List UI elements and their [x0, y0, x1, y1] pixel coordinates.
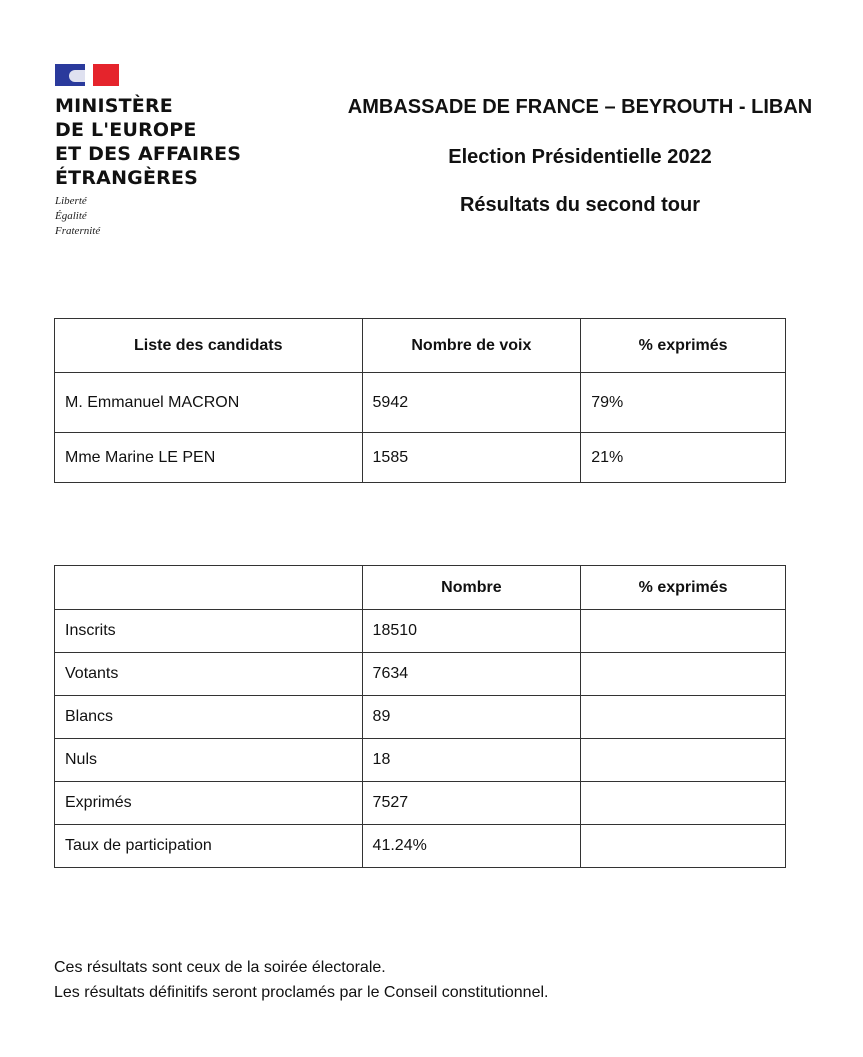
- stat-percent: [581, 782, 786, 825]
- footer-note: [54, 955, 548, 1005]
- stat-value: 18510: [362, 610, 581, 653]
- election-title: Election Présidentielle 2022: [448, 146, 712, 168]
- stat-label: Votants: [55, 653, 363, 696]
- column-header: % exprimés: [581, 319, 786, 373]
- stat-label: Blancs: [55, 696, 363, 739]
- ministry-line: MINISTÈRE: [55, 95, 173, 117]
- stat-value: 89: [362, 696, 581, 739]
- table-row: [55, 739, 786, 782]
- round-title: Résultats du second tour: [459, 194, 701, 216]
- ministry-name: [55, 94, 241, 190]
- stat-value: 7634: [362, 653, 581, 696]
- stat-label: Exprimés: [55, 782, 363, 825]
- ministry-line: DE L'EUROPE: [55, 119, 197, 141]
- table-row: [55, 433, 786, 483]
- footer-line: Ces résultats sont ceux de la soirée électorale.: [54, 959, 386, 976]
- ministry-logo: [55, 64, 241, 239]
- stat-percent: [581, 610, 786, 653]
- table-row: [55, 610, 786, 653]
- ministry-line: ÉTRANGÈRES: [55, 167, 199, 189]
- column-header: Nombre: [362, 566, 581, 610]
- marianne-flag-icon: [55, 64, 119, 86]
- footer-line: Les résultats définitifs seront proclamés par le Conseil constitutionnel.: [54, 984, 549, 1001]
- table-row: [55, 782, 786, 825]
- table-header-row: [55, 566, 786, 610]
- stat-percent: [581, 696, 786, 739]
- stat-value: 18: [362, 739, 581, 782]
- motto-line: Liberté: [55, 195, 87, 207]
- stat-value: 41.24%: [362, 825, 581, 868]
- stat-value: 7527: [362, 782, 581, 825]
- table-header-row: [55, 319, 786, 373]
- column-header: Nombre de voix: [362, 319, 581, 373]
- stat-percent: [581, 825, 786, 868]
- table-row: [55, 373, 786, 433]
- stat-label: Nuls: [55, 739, 363, 782]
- candidates-table: [54, 318, 786, 483]
- table-row: [55, 653, 786, 696]
- embassy-title: AMBASSADE DE FRANCE – BEYROUTH - LIBAN: [347, 96, 813, 118]
- motto-line: Égalité: [55, 210, 87, 222]
- stat-percent: [581, 653, 786, 696]
- candidate-percent: 79%: [581, 373, 786, 433]
- candidate-percent: 21%: [581, 433, 786, 483]
- candidate-votes: 5942: [362, 373, 581, 433]
- table-row: [55, 696, 786, 739]
- stat-percent: [581, 739, 786, 782]
- candidate-votes: 1585: [362, 433, 581, 483]
- column-header: % exprimés: [581, 566, 786, 610]
- candidate-name: M. Emmanuel MACRON: [55, 373, 363, 433]
- stat-label: Inscrits: [55, 610, 363, 653]
- republic-motto: [55, 194, 241, 239]
- ministry-line: ET DES AFFAIRES: [55, 143, 242, 165]
- statistics-table: [54, 565, 786, 868]
- column-header: [55, 566, 363, 610]
- motto-line: Fraternité: [55, 225, 101, 237]
- column-header: Liste des candidats: [55, 319, 363, 373]
- stat-label: Taux de participation: [55, 825, 363, 868]
- candidate-name: Mme Marine LE PEN: [55, 433, 363, 483]
- table-row: [55, 825, 786, 868]
